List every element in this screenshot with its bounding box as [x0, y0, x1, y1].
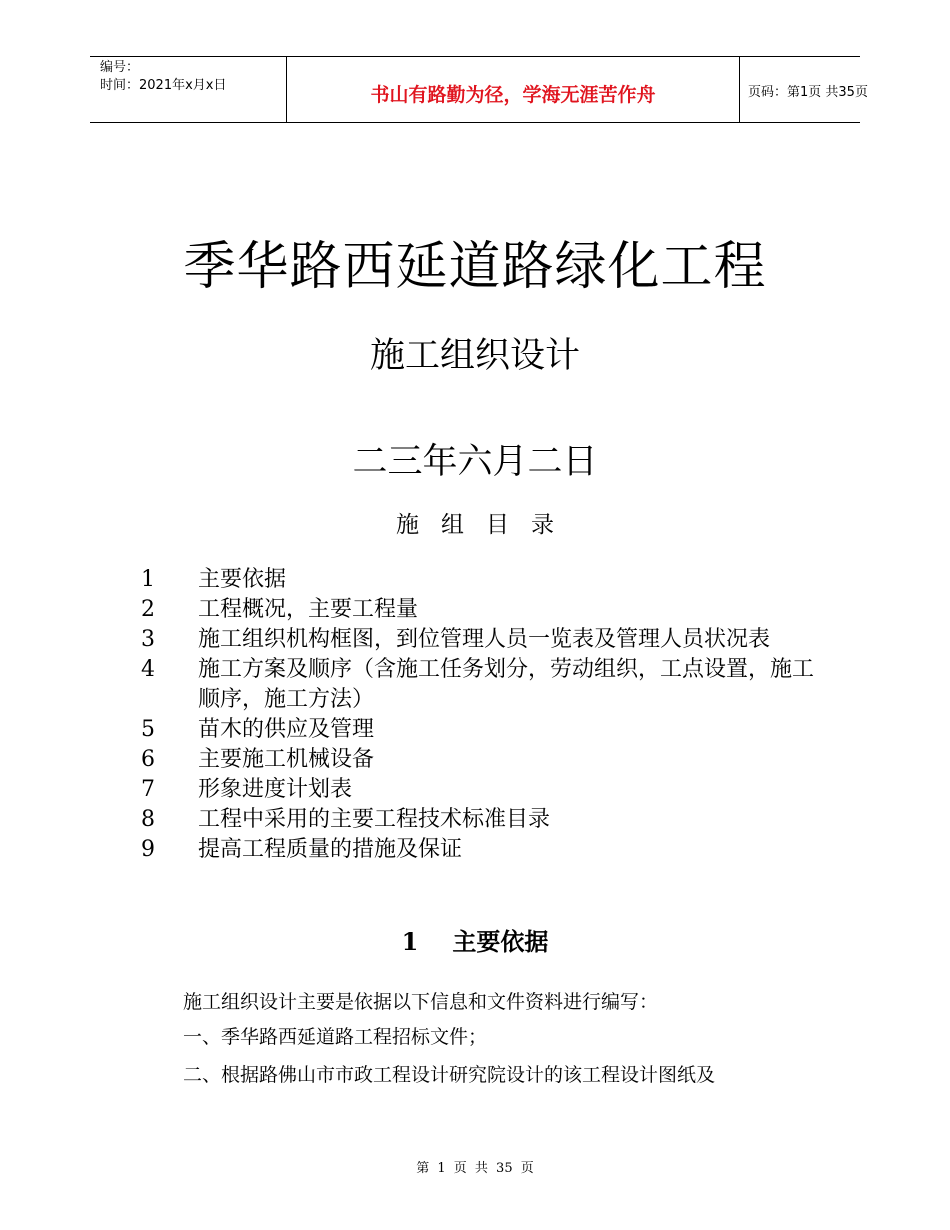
header-page-cell [740, 57, 868, 122]
toc-item-number: 3 [141, 627, 155, 652]
toc-item-number: 6 [141, 747, 155, 772]
toc-item [138, 805, 828, 835]
toc-item [138, 715, 828, 745]
toc-item [138, 595, 828, 625]
toc-item-number: 2 [141, 597, 155, 622]
toc-item [138, 835, 828, 865]
document-subtitle: 施工组织设计 [369, 336, 580, 376]
toc-item-text: 施工组织机构框图，到位管理人员一览表及管理人员状况表 [198, 627, 771, 652]
toc-item [138, 565, 828, 595]
section-title: 主要依据 [452, 927, 549, 956]
document-title: 季华路西延道路绿化工程 [183, 237, 767, 297]
toc-item-number: 4 [141, 657, 155, 682]
toc-item [138, 625, 828, 655]
toc-item-number: 1 [141, 567, 155, 592]
toc-item-number: 9 [141, 837, 155, 862]
toc-item-text: 主要依据 [198, 567, 287, 592]
body-paragraph: 施工组织设计主要是依据以下信息和文件资料进行编写： [183, 991, 659, 1013]
toc-item-text: 主要施工机械设备 [198, 747, 375, 772]
toc-item [138, 655, 828, 715]
table-of-contents [138, 565, 828, 865]
motto-text: 书山有路勤为径，学海无涯苦作舟 [370, 84, 656, 106]
page-info: 页码：第1页 共35页 [748, 85, 868, 100]
section-number: 1 [401, 927, 419, 956]
toc-item-text: 工程概况，主要工程量 [198, 597, 419, 622]
toc-item [138, 775, 828, 805]
toc-item-text: 工程中采用的主要工程技术标准目录 [198, 807, 551, 832]
toc-item [138, 745, 828, 775]
body-paragraph: 一、季华路西延道路工程招标文件； [183, 1026, 488, 1048]
section-heading [0, 922, 950, 957]
code-label: 编号： [100, 60, 140, 75]
toc-item-number: 5 [141, 717, 155, 742]
toc-item-text: 施工方案及顺序（含施工任务划分，劳动组织，工点设置，施工顺序，施工方法） [198, 657, 815, 712]
toc-item-text: 苗木的供应及管理 [198, 717, 375, 742]
time-line: 时间：2021年x月x日 [100, 78, 227, 93]
body-paragraph: 二、根据路佛山市市政工程设计研究院设计的该工程设计图纸及 [183, 1064, 716, 1086]
header-meta-cell [90, 57, 286, 122]
toc-item-number: 8 [141, 807, 155, 832]
toc-item-number: 7 [141, 777, 155, 802]
header-motto-cell [286, 57, 740, 122]
page-footer: 第 1 页 共 35 页 [416, 1161, 534, 1176]
page-header [90, 56, 868, 123]
toc-heading: 施组目录 [396, 512, 576, 538]
toc-item-text: 形象进度计划表 [198, 777, 353, 802]
toc-item-text: 提高工程质量的措施及保证 [198, 837, 463, 862]
document-date: 二三年六月二日 [352, 442, 598, 482]
